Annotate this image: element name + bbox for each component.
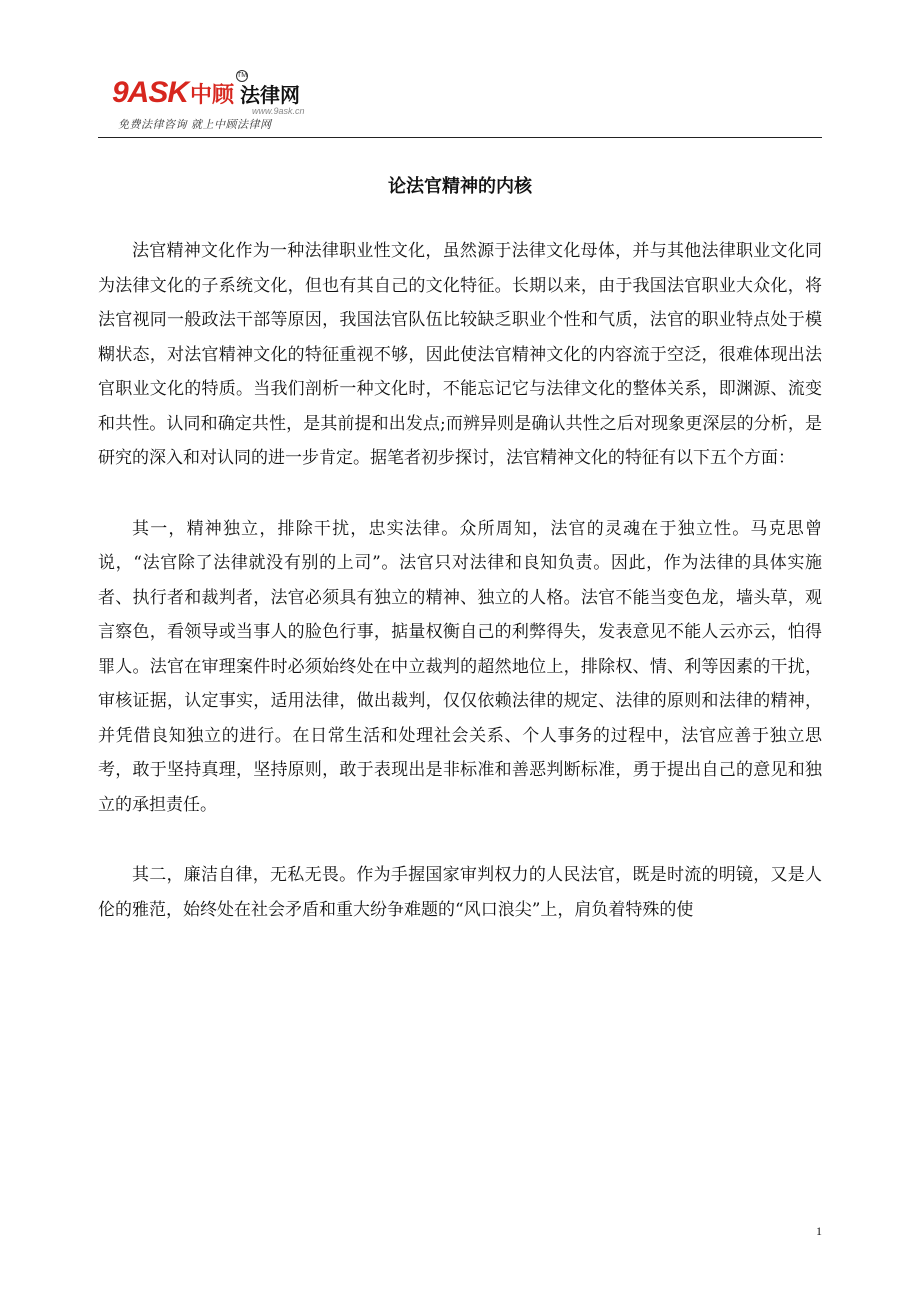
paragraph-intro: 法官精神文化作为一种法律职业性文化，虽然源于法律文化母体，并与其他法律职业文化同为法律文化的子系统文化，但也有其自己的文化特征。长期以来，由于我国法官职业大众化，将法官视同一般政法干部等原因，我国法官队伍比较缺乏职业个性和气质，法官的职业特点处于模糊状态，对法官精神文化的特征重视不够，因此使法官精神文化的内容流于空泛，很难体现出法官职业文化的特质。当我们剖析一种文化时，不能忘记它与法律文化的整体关系，即渊源、流变和共性。认同和确定共性，是其前提和出发点;而辨异则是确认共性之后对现象更深层的分析，是研究的深入和对认同的进一步肯定。据笔者初步探讨，法官精神文化的特征有以下五个方面： bbox=[98, 241, 822, 468]
logo-site-name: 法律网 bbox=[240, 83, 300, 107]
site-logo bbox=[112, 70, 342, 114]
page-header bbox=[98, 70, 822, 138]
document-title: 论法官精神的内核 bbox=[388, 176, 532, 197]
paragraph-second-feature: 其二，廉洁自律，无私无畏。作为手握国家审判权力的人民法官，既是时流的明镜，又是人伦的雅范，始终处在社会矛盾和重大纷争难题的“风口浪尖”上，肩负着特殊的使 bbox=[98, 865, 822, 920]
header-tagline: 免费法律咨询 就上中顾法律网 bbox=[118, 118, 272, 131]
paragraph-first-feature: 其一，精神独立，排除干扰，忠实法律。众所周知，法官的灵魂在于独立性。马克思曾说，“法官除了法律就没有别的上司”。法官只对法律和良知负责。因此，作为法律的具体实施者、执行者和裁判者，法官必须具有独立的精神、独立的人格。法官不能当变色龙，墙头草，观言察色，看领导或当事人的脸色行事，掂量权衡自己的利弊得失，发表意见不能人云亦云，怕得罪人。法官在审理案件时必须始终处在中立裁判的超然地位上，排除权、情、利等因素的干扰，审核证据，认定事实，适用法律，做出裁判，仅仅依赖法律的规定、法律的原则和法律的精神，并凭借良知独立的进行。在日常生活和处理社会关系、个人事务的过程中，法官应善于独立思考，敢于坚持真理，坚持原则，敢于表现出是非标准和善恶判断标准，勇于提出自己的意见和独立的承担责任。 bbox=[98, 518, 822, 815]
trademark-badge: TM bbox=[236, 70, 248, 82]
page-number: 1 bbox=[816, 1224, 822, 1238]
logo-url: www.9ask.cn bbox=[252, 106, 305, 116]
document-body bbox=[98, 234, 822, 963]
header-divider bbox=[98, 137, 822, 138]
logo-cn: 中顾 bbox=[190, 83, 235, 108]
logo-brand: 9ASK bbox=[112, 76, 189, 109]
